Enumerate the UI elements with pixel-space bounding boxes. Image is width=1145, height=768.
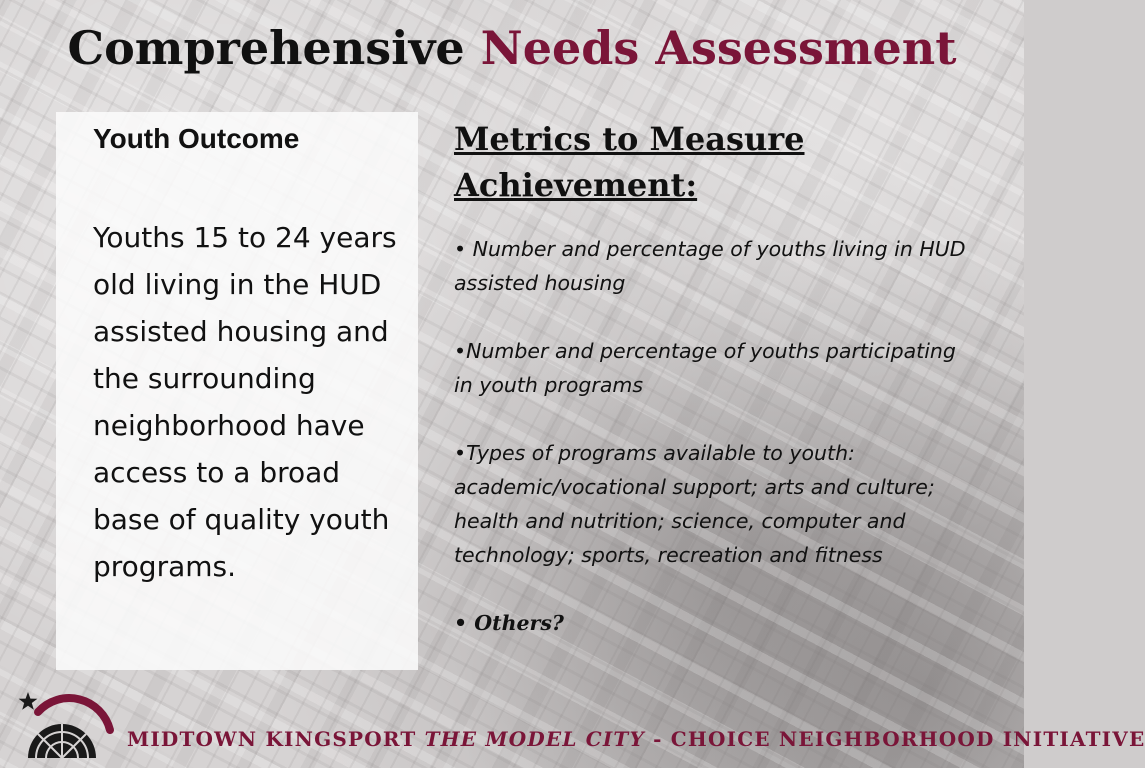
bullet: • xyxy=(454,441,467,465)
metric-item xyxy=(454,334,974,402)
metric-item xyxy=(454,436,974,572)
page-title xyxy=(0,18,1024,78)
metrics-panel xyxy=(454,116,974,674)
metric-text: Number and percentage of youths participating in youth programs xyxy=(454,339,956,397)
metrics-heading: Metrics to Measure Achievement: xyxy=(454,120,805,204)
bullet: • xyxy=(454,339,467,363)
metric-text: Number and percentage of youths living in HUD assisted housing xyxy=(454,237,966,295)
youth-outcome-text: Youths 15 to 24 years old living in the HUD assisted housing and the surrounding neighborhood have access to a broad base of quality youth programs. xyxy=(93,221,397,583)
title-part-main: Comprehensive xyxy=(67,21,465,75)
metrics-list xyxy=(454,232,974,640)
metric-item xyxy=(454,232,974,300)
metric-item-others xyxy=(454,606,974,640)
bullet: • xyxy=(454,611,475,635)
footer-part-2: THE MODEL CITY xyxy=(424,727,645,751)
metric-text: Types of programs available to youth: academic/vocational support; arts and culture; health and nutrition; science, computer and technology; sports, recreation and fitness xyxy=(454,441,935,567)
bullet: • xyxy=(454,237,473,261)
youth-outcome-heading: Youth Outcome xyxy=(93,123,300,154)
footer-banner xyxy=(0,680,1145,768)
youth-outcome-panel xyxy=(56,112,418,670)
footer-part-1: MIDTOWN KINGSPORT xyxy=(127,727,425,751)
title-part-accent: Needs Assessment xyxy=(480,21,957,75)
star-dome-logo-icon xyxy=(16,682,116,762)
footer-part-3: - CHOICE NEIGHBORHOOD INITIATIVE xyxy=(644,727,1145,751)
footer-text xyxy=(127,727,1145,751)
metric-text: Others? xyxy=(474,611,564,635)
